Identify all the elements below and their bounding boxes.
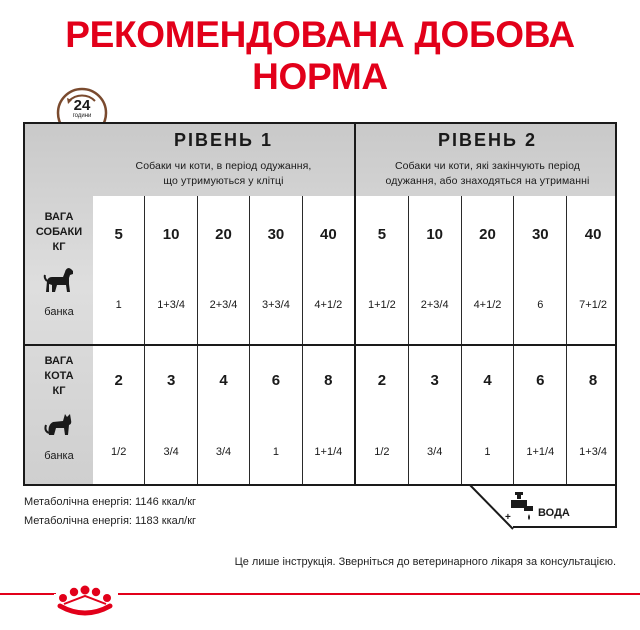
table-cell <box>144 346 196 486</box>
dog-weight-value: 5 <box>377 226 387 243</box>
cat-can-value: 1+1/4 <box>314 446 343 458</box>
dog-weight-value: 40 <box>319 226 337 243</box>
table-cell <box>302 196 354 344</box>
cat-can-value: 3/4 <box>163 446 179 458</box>
cat-can-value: 1+1/4 <box>526 446 555 458</box>
cat-weight-value: 3 <box>430 372 439 389</box>
cat-species-label: КОТА <box>44 370 74 382</box>
energy-line-2: Метаболічна енергія: 1183 ккал/кг <box>24 515 197 527</box>
royal-canin-crown-icon <box>50 578 120 618</box>
dog-unit-label: КГ <box>52 241 66 253</box>
dog-weight-value: 20 <box>479 226 496 243</box>
cat-level-2-cells <box>356 346 617 486</box>
cat-weight-value: 4 <box>219 372 228 389</box>
cat-weight-value: 6 <box>271 372 281 389</box>
dog-can-label: банка <box>44 306 74 318</box>
cat-weight-value: 4 <box>483 372 492 389</box>
cat-can-label: банка <box>44 450 74 462</box>
dog-can-value: 7+1/2 <box>579 299 607 311</box>
level-1-desc-line2: що утримуються у клітці <box>163 175 284 187</box>
table-cell <box>408 346 461 486</box>
dog-weight-value: 10 <box>426 226 444 243</box>
clock-number: 24 <box>73 97 91 114</box>
dog-level-2-cells <box>356 196 617 344</box>
cat-weight-value: 3 <box>166 372 176 389</box>
table-cell <box>461 346 514 486</box>
dog-can-value: 1+1/2 <box>367 299 396 311</box>
cat-can-value: 1/2 <box>111 446 127 458</box>
water-box-right <box>615 484 617 528</box>
cat-level-1-cells <box>93 346 354 486</box>
level-1-desc-line1: Собаки чи коти, в період одужання, <box>135 160 312 172</box>
cat-can-value: 1/2 <box>374 446 390 458</box>
table-cell <box>249 196 301 344</box>
level-2-title: РІВЕНЬ 2 <box>438 130 537 150</box>
table-cell <box>197 196 249 344</box>
cat-weight-value: 2 <box>377 372 387 389</box>
table-cell <box>513 346 566 486</box>
table-cell <box>566 346 617 486</box>
dog-weight-label: ВАГА <box>44 211 74 223</box>
dog-weight-value: 30 <box>267 226 285 243</box>
dog-can-value: 2+3/4 <box>420 299 449 311</box>
cat-weight-value: 6 <box>536 372 545 389</box>
cat-weight-label: ВАГА <box>44 355 74 367</box>
table-cell <box>356 196 408 344</box>
table-cell <box>566 196 617 344</box>
table-cell <box>302 346 354 486</box>
cat-can-value: 1 <box>484 446 491 458</box>
table-cell <box>461 196 514 344</box>
level-2-desc-line2: одужання, або знаходяться на утриманні <box>385 175 590 187</box>
cat-can-value: 3/4 <box>427 446 443 458</box>
table-cell <box>356 346 408 486</box>
level-1-description <box>93 159 354 189</box>
cat-can-value: 1+3/4 <box>579 446 607 458</box>
water-box-bottom <box>513 526 617 528</box>
dog-species-label: СОБАКИ <box>35 226 83 238</box>
dog-can-value: 4+1/2 <box>473 299 502 311</box>
level-divider <box>354 124 356 486</box>
dog-can-value: 3+3/4 <box>262 299 290 311</box>
page-title: РЕКОМЕНДОВАНА ДОБОВА НОРМА <box>65 14 575 97</box>
feeding-table <box>23 122 617 486</box>
dog-row-label <box>25 210 93 344</box>
level-2-description <box>356 159 617 189</box>
table-cell <box>249 346 301 486</box>
dog-weight-value: 10 <box>162 226 180 243</box>
table-cell <box>408 196 461 344</box>
energy-line-1: Метаболічна енергія: 1146 ккал/кг <box>24 496 197 508</box>
footer-line-right <box>118 593 640 595</box>
cat-weight-value: 8 <box>324 372 333 389</box>
dog-can-value: 6 <box>537 299 544 311</box>
table-cell <box>144 196 196 344</box>
clock-unit: години <box>72 113 92 119</box>
level-2-header <box>356 124 617 196</box>
table-cell <box>513 196 566 344</box>
dog-can-value: 1+3/4 <box>157 299 186 311</box>
cat-row-label <box>25 354 93 486</box>
dog-weight-value: 20 <box>215 226 232 243</box>
cat-can-value: 1 <box>272 446 279 458</box>
species-divider <box>25 344 617 346</box>
dog-weight-value: 5 <box>114 226 123 243</box>
level-1-title: РІВЕНЬ 1 <box>174 130 273 150</box>
table-cell <box>93 196 144 344</box>
footer-line-left <box>0 593 56 595</box>
cat-icon <box>43 409 75 437</box>
table-cell <box>197 346 249 486</box>
cat-can-value: 3/4 <box>215 446 232 458</box>
disclaimer-text: Це лише інструкція. Зверніться до ветеринарного лікаря за консультацією. <box>234 556 616 568</box>
dog-can-value: 1 <box>115 299 122 311</box>
cat-weight-value: 2 <box>114 372 123 389</box>
water-label: ВОДА <box>538 507 570 519</box>
dog-can-value: 2+3/4 <box>209 299 238 311</box>
level-1-header <box>93 124 354 196</box>
dog-level-1-cells <box>93 196 354 344</box>
water-tap-icon <box>505 490 535 526</box>
dog-can-value: 4+1/2 <box>314 299 343 311</box>
svg-text:+: + <box>505 512 511 523</box>
dog-icon <box>43 266 75 294</box>
cat-unit-label: КГ <box>52 385 66 397</box>
level-2-desc-line1: Собаки чи коти, які закінчують період <box>394 160 581 172</box>
cat-weight-value: 8 <box>588 372 598 389</box>
dog-weight-value: 40 <box>584 226 602 243</box>
table-cell <box>93 346 144 486</box>
dog-weight-value: 30 <box>531 226 549 243</box>
